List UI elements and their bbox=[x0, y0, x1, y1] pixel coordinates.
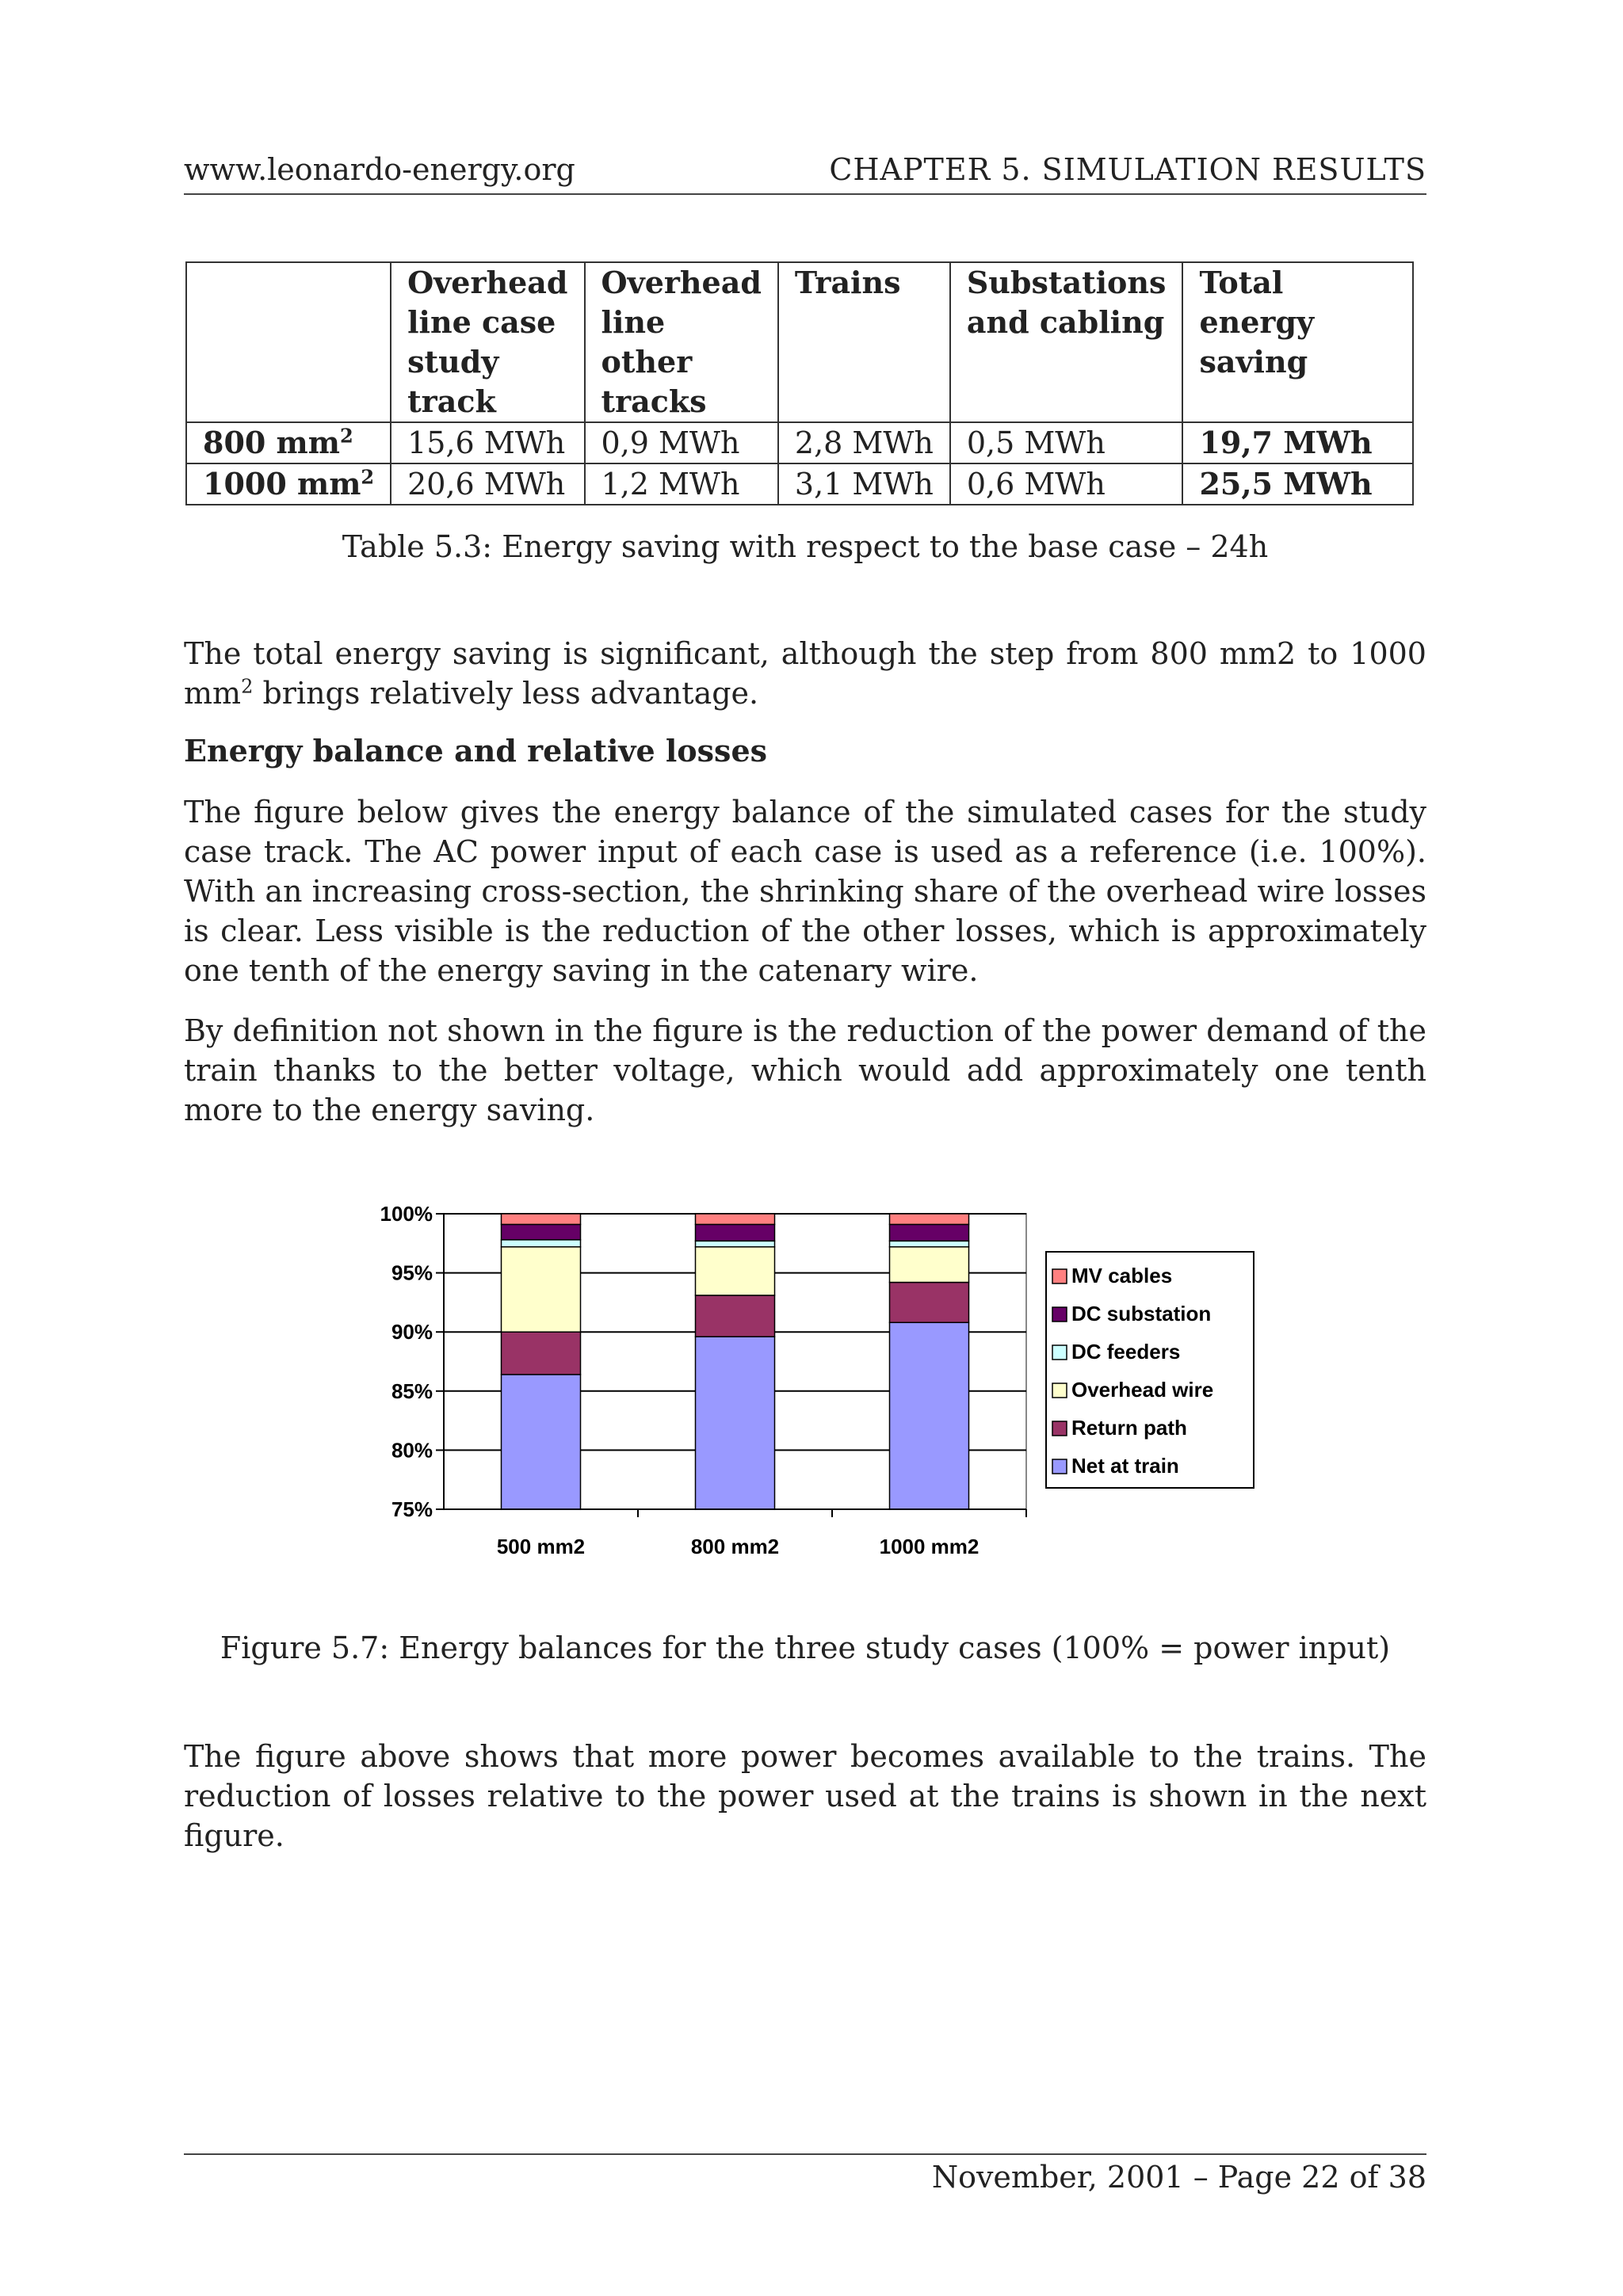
table-cell: 3,1 MWh bbox=[778, 463, 950, 505]
page-footer: November, 2001 – Page 22 of 38 bbox=[931, 2160, 1426, 2195]
x-tick-label: 1000 mm2 bbox=[879, 1535, 980, 1558]
x-tick-label: 500 mm2 bbox=[496, 1535, 586, 1558]
paragraph-total-saving bbox=[184, 634, 1426, 713]
row-label-text: 800 mm bbox=[203, 425, 340, 460]
table-cell-total: 19,7 MWh bbox=[1182, 422, 1413, 463]
bar-segment bbox=[696, 1224, 775, 1241]
bar-segment bbox=[502, 1375, 581, 1509]
bar-segment bbox=[696, 1247, 775, 1295]
legend-swatch bbox=[1052, 1383, 1067, 1398]
table-cell-total: 25,5 MWh bbox=[1182, 463, 1413, 505]
table-header-cell: Total energy saving bbox=[1182, 262, 1413, 422]
y-tick-label: 100% bbox=[380, 1202, 433, 1226]
bar-segment bbox=[696, 1337, 775, 1509]
bar-segment bbox=[890, 1241, 969, 1246]
chart-legend bbox=[1046, 1252, 1254, 1488]
section-subheading: Energy balance and relative losses bbox=[184, 733, 768, 769]
row-label-sup: 2 bbox=[339, 424, 353, 448]
legend-swatch bbox=[1052, 1459, 1067, 1474]
table-cell: 0,6 MWh bbox=[950, 463, 1183, 505]
table-header-cell: Substations and cabling bbox=[950, 262, 1183, 422]
y-tick-label: 90% bbox=[391, 1320, 433, 1344]
figure-caption: Figure 5.7: Energy balances for the three study cases (100% = power input) bbox=[220, 1630, 1391, 1665]
table-header-cell: Overhead line case study track bbox=[391, 262, 584, 422]
legend-label: Return path bbox=[1071, 1416, 1187, 1440]
table-row bbox=[186, 463, 1413, 505]
table-cell: 15,6 MWh bbox=[391, 422, 584, 463]
row-label bbox=[186, 463, 391, 505]
table-caption: Table 5.3: Energy saving with respect to the base case – 24h bbox=[342, 529, 1269, 564]
table-row bbox=[186, 422, 1413, 463]
legend-swatch bbox=[1052, 1307, 1067, 1322]
legend-label: Overhead wire bbox=[1071, 1378, 1214, 1402]
paragraph-definition: By definition not shown in the figure is the reduction of the power demand of the train thanks to the better voltage, which would add approximately one tenth more to the energy saving. bbox=[184, 1013, 1426, 1127]
page-header bbox=[184, 152, 1426, 195]
paragraph-text: The total energy saving is significant, although the step from 800 mm2 to 1000 mm bbox=[184, 636, 1426, 711]
legend-swatch bbox=[1052, 1269, 1067, 1283]
table-cell: 2,8 MWh bbox=[778, 422, 950, 463]
table-header-cell: Trains bbox=[778, 262, 950, 422]
x-tick-label: 800 mm2 bbox=[690, 1535, 780, 1558]
legend-label: DC substation bbox=[1071, 1302, 1212, 1325]
footer-divider bbox=[184, 2153, 1426, 2155]
legend-swatch bbox=[1052, 1345, 1067, 1360]
bar-segment bbox=[890, 1247, 969, 1283]
chart-bars bbox=[502, 1214, 969, 1509]
y-tick-label: 80% bbox=[391, 1438, 433, 1463]
y-tick-label: 85% bbox=[391, 1379, 433, 1403]
bar-segment bbox=[696, 1295, 775, 1337]
energy-balance-chart bbox=[349, 1196, 1284, 1577]
table-header-row bbox=[186, 262, 1413, 422]
row-label-text: 1000 mm bbox=[203, 466, 361, 502]
bar-segment bbox=[890, 1224, 969, 1241]
bar-segment bbox=[696, 1241, 775, 1246]
paragraph-conclusion: The figure above shows that more power becomes available to the trains. The reduction of losses relative to the power used at the trains is shown in the next figure. bbox=[184, 1739, 1426, 1853]
bar-segment bbox=[502, 1214, 581, 1224]
bar-segment bbox=[502, 1247, 581, 1332]
table-header-cell: Overhead line other tracks bbox=[585, 262, 778, 422]
bar-segment bbox=[890, 1283, 969, 1323]
bar-segment bbox=[890, 1214, 969, 1224]
table-header-cell bbox=[186, 262, 391, 422]
paragraph-text: brings relatively less advantage. bbox=[253, 676, 759, 711]
header-chapter: CHAPTER 5. SIMULATION RESULTS bbox=[829, 152, 1426, 187]
bar-segment bbox=[502, 1224, 581, 1239]
legend-swatch bbox=[1052, 1421, 1067, 1436]
bar-segment bbox=[502, 1332, 581, 1375]
table-cell: 1,2 MWh bbox=[585, 463, 778, 505]
bar-segment bbox=[502, 1240, 581, 1247]
energy-saving-table bbox=[185, 261, 1414, 505]
paragraph-sup: 2 bbox=[241, 675, 254, 698]
legend-label: MV cables bbox=[1071, 1264, 1173, 1287]
y-tick-label: 95% bbox=[391, 1261, 433, 1285]
legend-label: DC feeders bbox=[1071, 1340, 1181, 1363]
table-cell: 0,9 MWh bbox=[585, 422, 778, 463]
row-label bbox=[186, 422, 391, 463]
legend-label: Net at train bbox=[1071, 1454, 1179, 1478]
bar-segment bbox=[696, 1214, 775, 1224]
row-label-sup: 2 bbox=[361, 465, 375, 489]
paragraph-energy-balance: The figure below gives the energy balance of the simulated cases for the study case track. The AC power input of each case is used as a reference (i.e. 100%). With an increasing cross-section, the shrinking share of the overhead wire losses is clear. Less visible is the reduction of the other losses, which is approximately one tenth of the energy saving in the catenary wire. bbox=[184, 795, 1426, 988]
bar-segment bbox=[890, 1322, 969, 1509]
y-tick-label: 75% bbox=[391, 1497, 433, 1521]
table-cell: 20,6 MWh bbox=[391, 463, 584, 505]
table-cell: 0,5 MWh bbox=[950, 422, 1183, 463]
header-url: www.leonardo-energy.org bbox=[184, 152, 575, 187]
